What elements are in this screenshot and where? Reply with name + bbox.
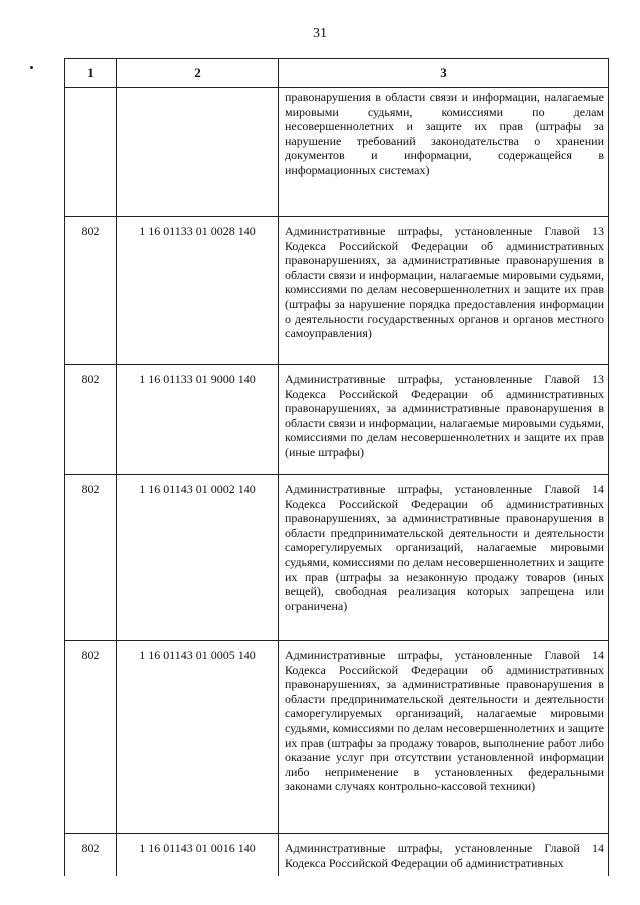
column-header-1: 1 (65, 59, 117, 88)
admin-code-cell (65, 88, 117, 217)
budget-code-cell: 1 16 01133 01 0028 140 (117, 217, 279, 365)
budget-codes-table (64, 58, 609, 876)
column-header-2: 2 (117, 59, 279, 88)
scan-speck (30, 66, 33, 69)
admin-code-cell: 802 (65, 217, 117, 365)
budget-code-cell: 1 16 01133 01 9000 140 (117, 365, 279, 475)
page-number: 31 (313, 26, 327, 41)
table-row (65, 217, 609, 365)
admin-code-cell: 802 (65, 641, 117, 834)
budget-code-cell: 1 16 01143 01 0016 140 (117, 834, 279, 876)
column-header-3: 3 (279, 59, 609, 88)
description-cell: Административные штрафы, установленные Главой 13 Кодекса Российской Федерации об административных правонарушениях, за административные правонарушения в области связи и информации, налагаемые мировыми судьями, комиссиями по делам несовершеннолетних и защите их прав (иные штрафы) (279, 365, 609, 475)
table-row (65, 834, 609, 876)
description-cell: правонарушения в области связи и информации, налагаемые мировыми судьями, комиссиями по делам несовершеннолетних и защите их прав (штрафы за нарушение требований законодательства о хранении документов и информации, содержащейся в информационных системах) (279, 88, 609, 217)
table-row (65, 365, 609, 475)
description-cell: Административные штрафы, установленные Главой 14 Кодекса Российской Федерации об административных правонарушениях, за административные правонарушения в области предпринимательской деятельности и деятельности саморегулируемых организаций, налагаемые мировыми судьями, комиссиями по делам несовершеннолетних и защите их прав (штрафы за незаконную продажу товаров (иных вещей), свободная реализация которых запрещена или ограничена) (279, 475, 609, 641)
description-cell: Административные штрафы, установленные Главой 14 Кодекса Российской Федерации об административных (279, 834, 609, 876)
table-header-row (65, 59, 609, 88)
admin-code-cell: 802 (65, 834, 117, 876)
table-row (65, 88, 609, 217)
table-row (65, 475, 609, 641)
admin-code-cell: 802 (65, 365, 117, 475)
description-cell: Административные штрафы, установленные Главой 14 Кодекса Российской Федерации об административных правонарушениях, за административные правонарушения в области предпринимательской деятельности и деятельности саморегулируемых организаций, налагаемые мировыми судьями, комиссиями по делам несовершеннолетних и защите их прав (штрафы за продажу товаров, выполнение работ либо оказание услуг при отсутствии установленной информации либо неприменение в установленных федеральными законами случаях контрольно-кассовой техники) (279, 641, 609, 834)
table-row (65, 641, 609, 834)
budget-code-cell: 1 16 01143 01 0005 140 (117, 641, 279, 834)
description-cell: Административные штрафы, установленные Главой 13 Кодекса Российской Федерации об административных правонарушениях, за административные правонарушения в области связи и информации, налагаемые мировыми судьями, комиссиями по делам несовершеннолетних и защите их прав (штрафы за нарушение порядка предоставления информации о деятельности государственных органов и органов местного самоуправления) (279, 217, 609, 365)
admin-code-cell: 802 (65, 475, 117, 641)
budget-code-cell: 1 16 01143 01 0002 140 (117, 475, 279, 641)
budget-code-cell (117, 88, 279, 217)
